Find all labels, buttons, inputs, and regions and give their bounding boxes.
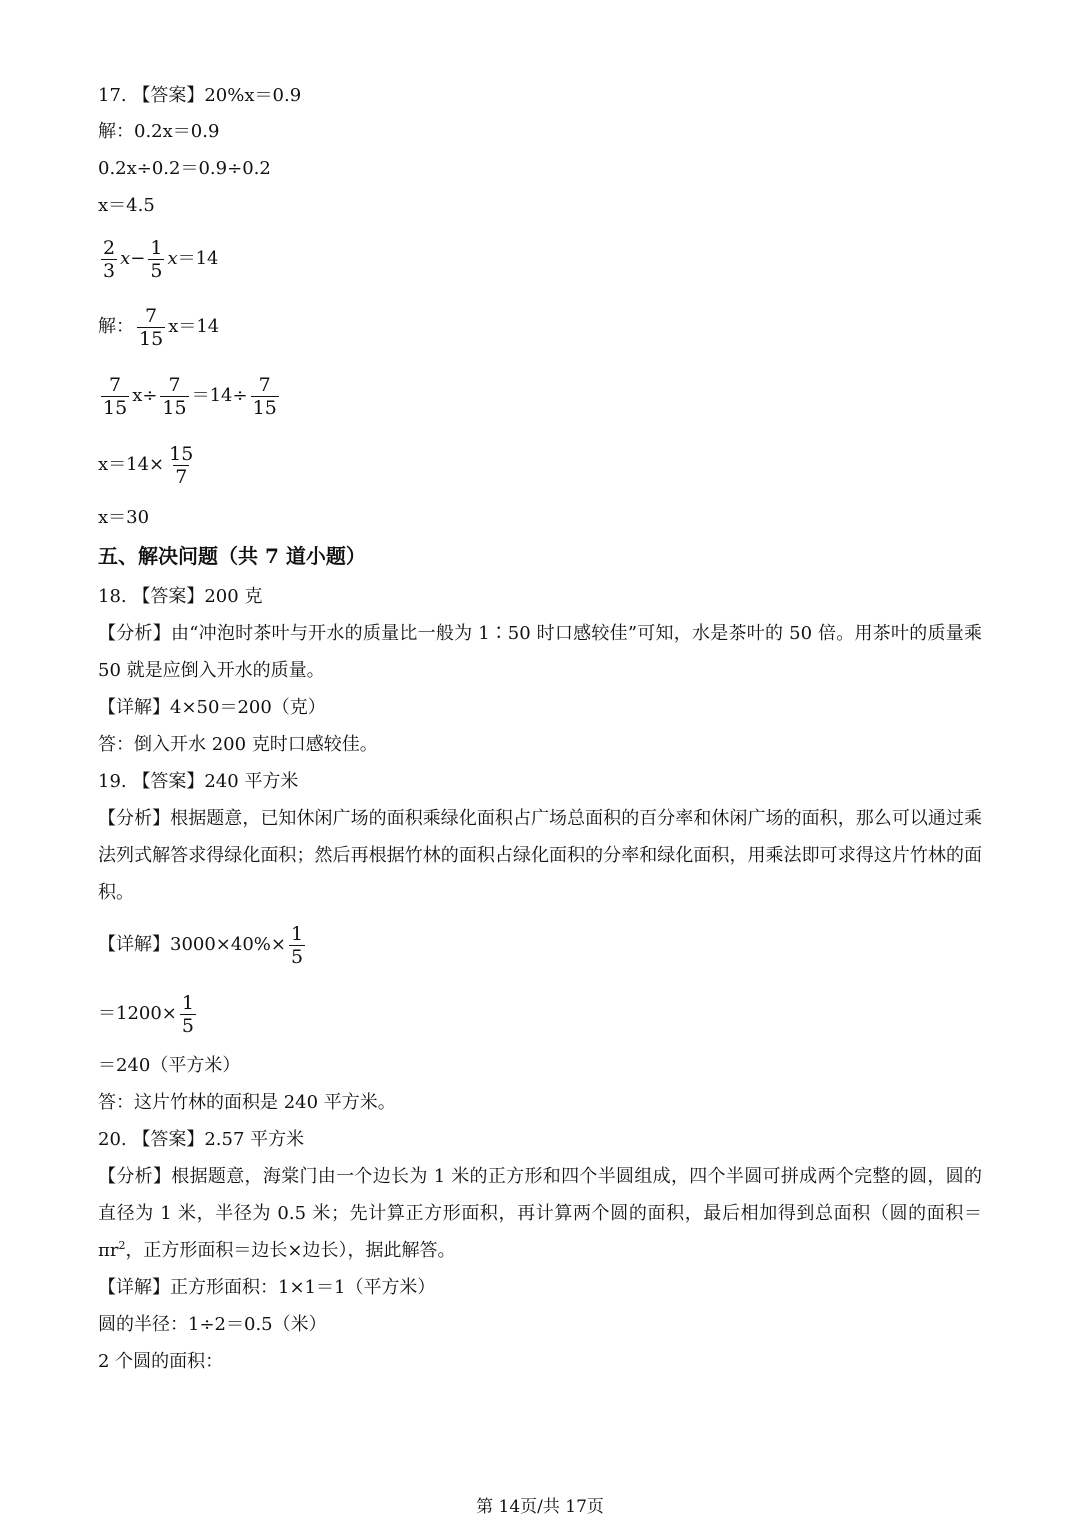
fraction: $\frac{1}{5}$ (150, 236, 163, 282)
q17-line-3: x＝4.5 (98, 195, 155, 216)
q19-answer-line: 19. 【答案】240 平方米 (98, 771, 299, 792)
q17-solve-step-1: 解： $\frac{7}{15}$ x＝14 (98, 304, 220, 350)
q17-solve-step-3: x＝14× $\frac{15}{7}$ (98, 442, 194, 488)
q17-line-2: 0.2x÷0.2＝0.9÷0.2 (98, 158, 271, 179)
q17-solve-step-2: $\frac{7}{15}$ x÷ $\frac{7}{15}$ ＝14÷ $\frac{7}{15}$ (103, 373, 277, 419)
fraction: $\frac{1}{5}$ (290, 922, 304, 968)
q19-step-2: ＝240（平方米） (98, 1055, 241, 1076)
q18-answer-line: 18. 【答案】200 克 (98, 586, 263, 607)
q19-detail: 【详解】3000×40%× $\frac{1}{5}$ (98, 922, 304, 968)
page-number: 第 14页/共 17页 (476, 1497, 604, 1517)
q19-step-1: ＝1200× $\frac{1}{5}$ (98, 991, 194, 1037)
q19-reply: 答：这片竹林的面积是 240 平方米。 (98, 1092, 396, 1113)
section-heading: 五、解决问题（共 7 道小题） (98, 544, 366, 568)
q20-radius: 圆的半径：1÷2＝0.5（米） (98, 1314, 327, 1335)
q20-detail: 【详解】正方形面积：1×1＝1（平方米） (98, 1277, 436, 1298)
q20-analysis: 【分析】根据题意，海棠门由一个边长为 1 米的正方形和四个半圆组成，四个半圆可拼成两个完整的圆，圆的直径为 1 米，半径为 0.5 米；先计算正方形面积，再计算两个圆的面积，最后相加得到总面积（圆的面积$=\pi r^2$，正方形面积＝边长×边长），据此解答。 (98, 1166, 982, 1261)
q17-answer-value: 20%x＝0.9 (204, 85, 302, 106)
q17-result: x＝30 (98, 507, 150, 528)
fraction: $\frac{7}{15}$ (162, 373, 187, 419)
fraction: $\frac{1}{5}$ (181, 991, 194, 1037)
q20-answer-line: 20. 【答案】2.57 平方米 (98, 1129, 305, 1150)
q19-analysis: 【分析】根据题意，已知休闲广场的面积乘绿化面积占广场总面积的百分率和休闲广场的面积，那么可以通过乘法列式解答求得绿化面积；然后再根据竹林的面积占绿化面积的分率和绿化面积，用乘法即可求得这片竹林的面积。 (98, 808, 983, 903)
q17-answer-line (98, 84, 301, 108)
fraction: $\frac{15}{7}$ (169, 442, 194, 488)
fraction: $\frac{2}{3}$ (103, 236, 116, 282)
q17-answer-label: 17. 【答案】 (98, 85, 205, 106)
q18-analysis: 【分析】由“冲泡时茶叶与开水的质量比一般为 1∶50 时口感较佳”可知，水是茶叶的 50 倍。用茶叶的质量乘 50 就是应倒入开水的质量。 (98, 623, 982, 681)
fraction: $\frac{7}{15}$ (139, 304, 164, 350)
q17-equation: $\frac{2}{3}$ x− $\frac{1}{5}$ x＝14 (103, 236, 219, 282)
q18-reply: 答：倒入开水 200 克时口感较佳。 (98, 734, 378, 755)
fraction: $\frac{7}{15}$ (103, 373, 128, 419)
q17-line-1: 解：0.2x＝0.9 (98, 121, 220, 142)
fraction: $\frac{7}{15}$ (252, 373, 277, 419)
q18-detail: 【详解】4×50＝200（克） (98, 697, 326, 718)
q20-circles: 2 个圆的面积： (98, 1351, 224, 1372)
